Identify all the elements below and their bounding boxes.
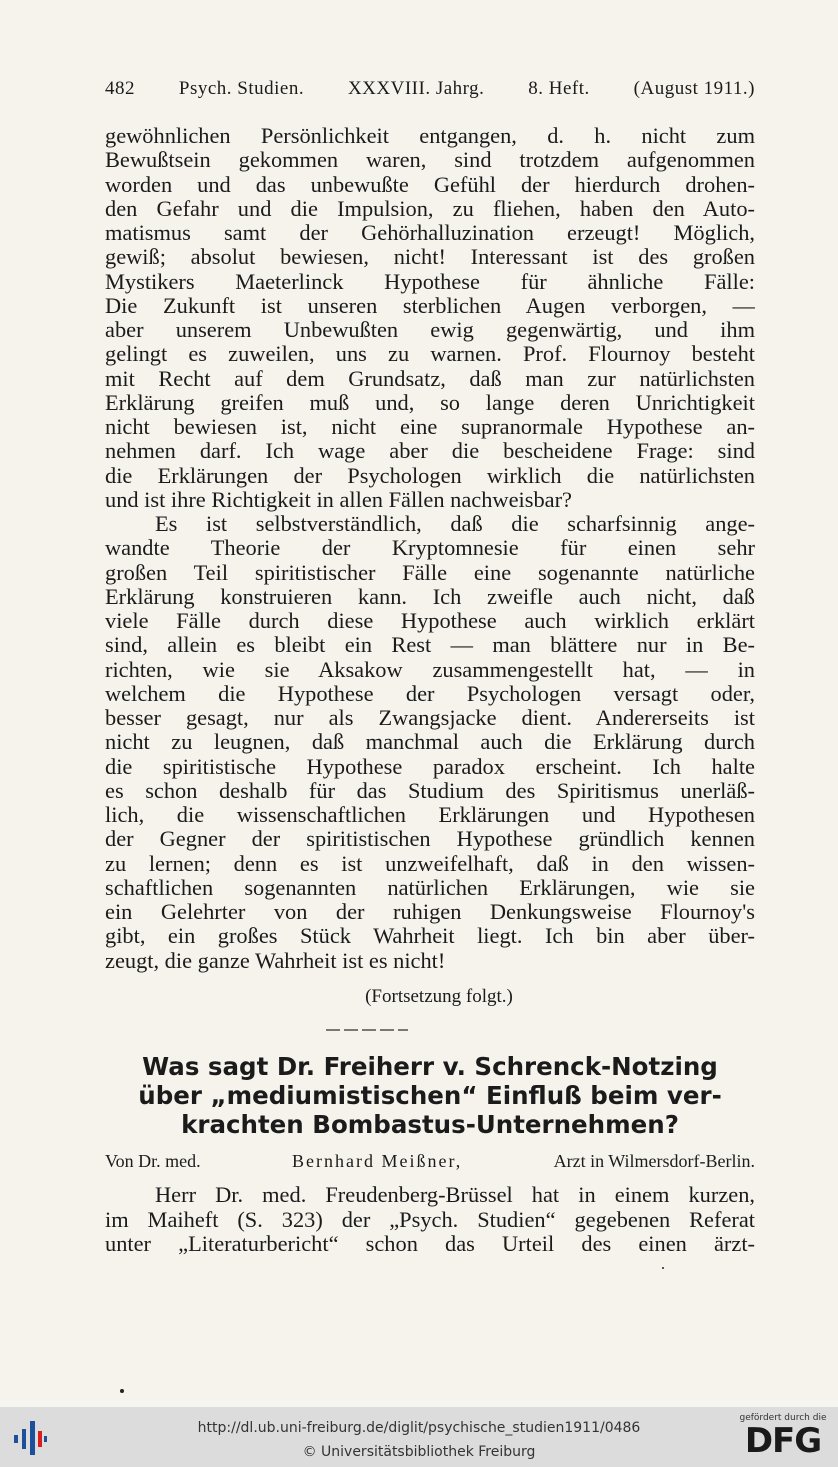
text-line: es schon deshalb für das Studium des Spiritismus unerläß- [105,778,755,803]
text-line: den Gefahr und die Impulsion, zu fliehen, haben den Auto- [105,196,755,221]
text-line: und ist ihre Richtigkeit in allen Fällen nachweisbar? [105,487,572,512]
text-line: aber unserem Unbewußten ewig gegenwärtig, und ihm [105,318,755,342]
text-line: gewöhnlichen Persönlichkeit entgangen, d. h. nicht zum [105,124,755,148]
section-divider [326,1029,408,1031]
text-line: schaftlichen sogenannten natürlichen Erklärungen, wie sie [105,875,755,900]
text-line: Erklärung konstruieren kann. Ich zweifle auch nicht, daß [105,584,755,609]
title-line: krachten Bombastus-Unternehmen? [181,1110,679,1139]
byline-suffix: Arzt in Wilmersdorf-Berlin. [553,1151,755,1171]
permalink-url[interactable]: http://dl.ub.uni-freiburg.de/diglit/psychische_studien1911/0486 [197,1420,641,1436]
scan-speck [662,1267,664,1269]
text-line: die Erklärungen der Psychologen wirklich die natürlichsten [105,463,755,488]
paragraph-2 [105,512,755,973]
text-line: Es ist selbstverständlich, daß die scharfsinnig ange- [155,512,755,536]
dfg-logo: DFG [744,1421,822,1461]
text-line: zeugt, die ganze Wahrheit ist es nicht! [105,948,446,973]
running-head [105,78,755,100]
text-line: ein Gelehrter von der ruhigen Denkungsweise Flournoy's [105,900,755,924]
text-line: besser gesagt, nur als Zwangsjacke dient. Andererseits ist [105,706,755,730]
volume: XXXVIII. Jahrg. [347,78,485,99]
viewer-footer [0,1407,838,1467]
continuation-note: (Fortsetzung folgt.) [365,986,513,1007]
copyright-notice: © Universitätsbibliothek Freiburg [302,1444,536,1460]
text-line: nehmen darf. Ich wage aber die bescheidene Frage: sind [105,439,755,464]
dfg-caption: gefördert durch die [739,1413,827,1423]
text-line: der Gegner der spiritistischen Hypothese gründlich kennen [105,827,755,852]
byline [105,1151,755,1172]
issue-date: (August 1911.) [633,78,755,99]
issue: 8. Heft. [528,78,590,99]
text-line: gibt, ein großes Stück Wahrheit liegt. Ich bin aber über- [105,924,755,949]
page-number: 482 [105,78,135,99]
scan-speck [120,1389,124,1393]
paragraph-1 [105,124,755,512]
article-body [105,1183,755,1257]
text-line: welchem die Hypothese der Psychologen versagt oder, [105,681,755,706]
text-line: Herr Dr. med. Freudenberg-Brüssel hat in einem kurzen, [155,1183,755,1207]
text-line: matismus samt der Gehörhalluzination erzeugt! Möglich, [105,221,755,245]
title-line: Was sagt Dr. Freiherr v. Schrenck-Notzing [142,1052,718,1081]
text-line: Bewußtsein gekommen waren, sind trotzdem aufgenommen [105,148,755,173]
text-line: mit Recht auf dem Grundsatz, daß man zur natürlichsten [105,366,755,391]
byline-prefix: Von Dr. med. [105,1151,201,1171]
text-line: Die Zukunft ist unseren sterblichen Augen verborgen, — [105,293,755,318]
text-line: gewiß; absolut bewiesen, nicht! Interessant ist des großen [105,245,755,270]
text-line: unter „Literaturbericht“ schon das Urteil des einen ärzt- [105,1232,755,1256]
title-line: über „mediumistischen“ Einfluß beim ver- [138,1081,722,1110]
author-name: Bernhard Meißner, [292,1151,463,1171]
text-line: Erklärung greifen muß und, so lange deren Unrichtigkeit [105,390,755,415]
text-line: die spiritistische Hypothese paradox erscheint. Ich halte [105,754,755,779]
text-line: Mystikers Maeterlinck Hypothese für ähnliche Fälle: [105,269,755,294]
text-line: worden und das unbewußte Gefühl der hierdurch drohen- [105,172,755,197]
article-title [105,1052,755,1139]
text-line: sind, allein es bleibt ein Rest — man blättere nur in Be- [105,633,755,658]
text-line: im Maiheft (S. 323) der „Psych. Studien“ gegebenen Referat [105,1207,755,1232]
text-line: lich, die wissenschaftlichen Erklärungen und Hypothesen [105,803,755,827]
journal-name: Psych. Studien. [178,78,305,99]
dfg-badge[interactable] [738,1413,828,1463]
text-line: wandte Theorie der Kryptomnesie für einen sehr [105,536,755,561]
text-line: nicht zu leugnen, daß manchmal auch die Erklärung durch [105,730,755,755]
text-line: großen Teil spiritistischer Fälle eine sogenannte natürliche [105,560,755,585]
text-line: gelingt es zuweilen, uns zu warnen. Prof. Flournoy besteht [105,342,755,367]
text-line: richten, wie sie Aksakow zusammengestellt hat, — in [105,657,755,682]
text-line: zu lernen; denn es ist unzweifelhaft, daß in den wissen- [105,851,755,876]
text-line: nicht bewiesen ist, nicht eine supranormale Hypothese an- [105,415,755,439]
text-line: viele Fälle durch diese Hypothese auch wirklich erklärt [105,609,755,633]
continued-article-text [105,124,755,973]
